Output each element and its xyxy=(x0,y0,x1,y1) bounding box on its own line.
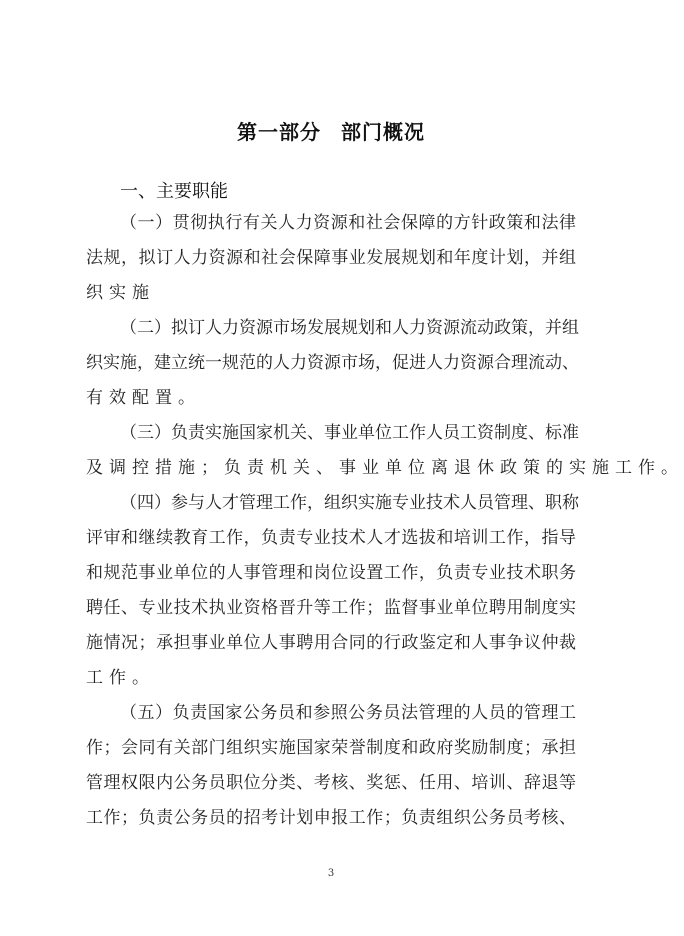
title-part: 第一部分 xyxy=(237,120,321,144)
paragraph-line: 织实施 xyxy=(86,283,155,303)
paragraph-line: 有效配置。 xyxy=(86,388,201,408)
paragraph-line: （三）负责实施国家机关、事业单位工作人员工资制度、标准 xyxy=(120,423,579,443)
paragraph-line: （二）拟订人力资源市场发展规划和人力资源流动政策，并组 xyxy=(120,318,579,338)
paragraph-line: 作；会同有关部门组织实施国家荣誉制度和政府奖励制度；承担 xyxy=(86,738,576,758)
paragraph-line: 聘任、专业技术执业资格晋升等工作；监督事业单位聘用制度实 xyxy=(86,598,576,618)
page-title xyxy=(0,116,662,145)
paragraph-line: 和规范事业单位的人事管理和岗位设置工作，负责专业技术职务 xyxy=(86,563,576,583)
section-heading: 一、主要职能 xyxy=(120,181,228,202)
paragraph-line: 工作。 xyxy=(86,668,155,688)
paragraph-line: （一）贯彻执行有关人力资源和社会保障的方针政策和法律 xyxy=(120,213,576,233)
paragraph-line: 施情况；承担事业单位人事聘用合同的行政鉴定和人事争议仲裁 xyxy=(86,633,576,653)
paragraph-line: 管理权限内公务员职位分类、考核、奖惩、任用、培训、辞退等 xyxy=(86,773,576,793)
paragraph-line: 工作；负责公务员的招考计划申报工作；负责组织公务员考核、 xyxy=(86,808,576,828)
paragraph-line: （四）参与人才管理工作，组织实施专业技术人员管理、职称 xyxy=(120,493,579,513)
title-name: 部门概况 xyxy=(341,120,425,144)
document-body xyxy=(86,206,684,836)
paragraph-line: 法规，拟订人力资源和社会保障事业发展规划和年度计划，并组 xyxy=(86,248,576,268)
page-number: 3 xyxy=(327,868,335,879)
paragraph-line: 评审和继续教育工作，负责专业技术人才选拔和培训工作，指导 xyxy=(86,528,576,548)
paragraph-line: 及调控措施；负责机关、事业单位离退休政策的实施工作。 xyxy=(86,458,684,478)
paragraph-line: （五）负责国家公务员和参照公务员法管理的人员的管理工 xyxy=(120,703,576,723)
paragraph-line: 织实施，建立统一规范的人力资源市场，促进人力资源合理流动、 xyxy=(86,353,579,373)
